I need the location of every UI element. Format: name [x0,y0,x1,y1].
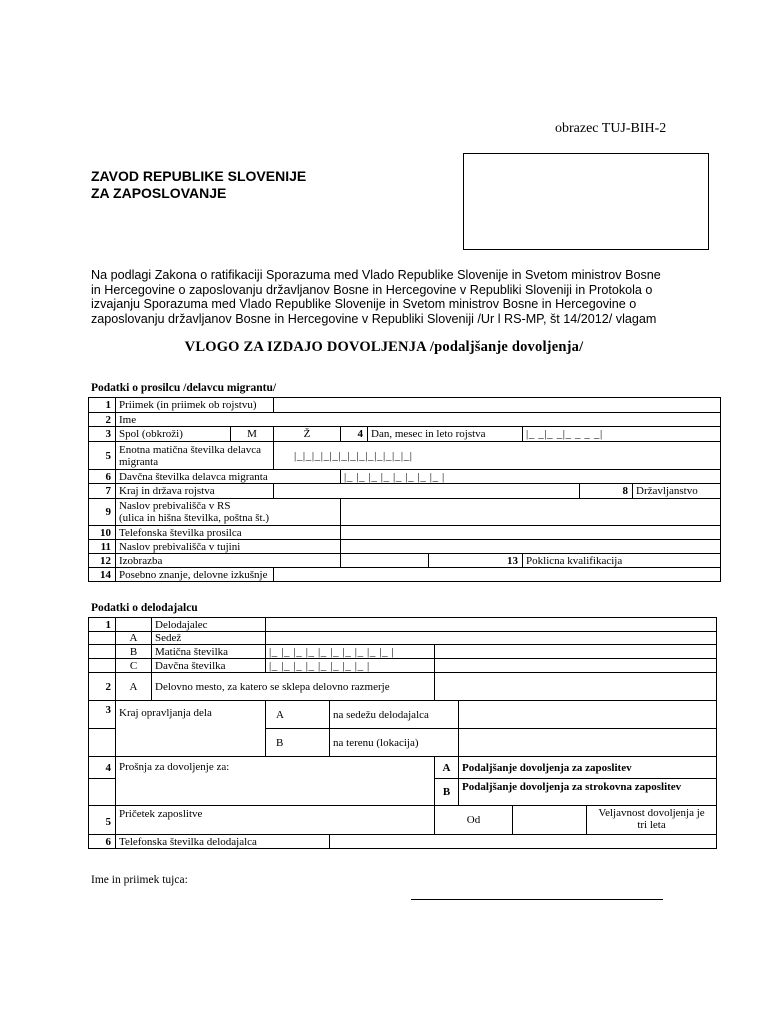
organization-name-line1: ZAVOD REPUBLIKE SLOVENIJE [91,168,307,184]
table-row [89,701,717,729]
signature-line[interactable] [411,899,663,900]
table-row [89,757,717,779]
table-row [89,835,717,849]
row-letter: A [116,673,152,701]
field-label: Delovno mesto, za katero se sklepa delovno razmerje [152,673,435,701]
start-date-field[interactable] [513,806,587,835]
field-label: Izobrazba [116,554,341,568]
empty-cell [116,618,152,632]
empty-cell [435,645,717,659]
row-number: 5 [89,806,116,835]
employer-id-field[interactable]: |_ |_ |_ |_ |_ |_ |_ |_ |_ |_ | [266,645,435,659]
empty-cell [435,659,717,673]
field-label: Delodajalec [152,618,266,632]
start-date-from-label: Od [435,806,513,835]
field-label: na terenu (lokacija) [330,729,459,757]
empty-cell [89,645,116,659]
employer-table [88,617,717,849]
empty-cell [89,632,116,645]
form-code: obrazec TUJ-BIH-2 [555,121,667,136]
row-number: 13 [429,554,523,568]
field-label: Posebno znanje, delovne izkušnje [116,568,274,582]
row-number: 1 [89,398,116,413]
row-letter: A [116,632,152,645]
row-number: 5 [89,442,116,470]
table-row [89,427,721,442]
row-number: 6 [89,835,116,849]
table-row [89,659,717,673]
row-number: 2 [89,413,116,427]
work-position-field[interactable] [435,673,717,701]
field-label: Dan, mesec in leto rojstva [368,427,523,442]
row-letter: C [116,659,152,673]
row-number: 1 [89,618,116,632]
stamp-box [463,153,709,250]
row-letter: B [266,729,330,757]
work-at-seat-field[interactable] [459,701,717,729]
education-field[interactable] [341,554,429,568]
table-row [89,398,721,413]
intro-paragraph [91,268,691,326]
table-row [89,554,721,568]
field-label: Matična številka [152,645,266,659]
address-rs-field[interactable] [341,499,721,526]
field-label: Priimek (in priimek ob rojstvu) [116,398,274,413]
birthplace-field[interactable] [274,484,580,499]
row-number: 7 [89,484,116,499]
gender-option-m[interactable]: M [231,427,274,442]
option-letter[interactable]: B [435,779,459,806]
table-row [89,442,721,470]
field-label: Telefonska številka prosilca [116,526,341,540]
intro-line: zaposlovanju državljanov Bosne in Hercegovine v Republiki Sloveniji /Ur l RS-MP, št 14/2012/ vlagam [91,311,657,326]
field-label: Državljanstvo [633,484,721,499]
table-row [89,806,717,835]
validity-note-line: Veljavnost dovoljenja je [598,807,705,819]
intro-line: izvajanju Sporazuma med Vlado Republike Slovenije in Svetom ministrov Bosne in Hercegovine o [91,297,637,312]
option-letter[interactable]: A [435,757,459,779]
row-number: 2 [89,673,116,701]
special-skills-field[interactable] [274,568,721,582]
row-number: 10 [89,526,116,540]
empty-cell [89,779,116,806]
organization-name [91,168,306,202]
field-label: Spol (obkroži) [116,427,231,442]
field-label: Pričetek zaposlitve [116,806,435,835]
row-number: 11 [89,540,116,554]
table-row [89,632,717,645]
field-label: Davčna številka [152,659,266,673]
applicant-phone-field[interactable] [341,526,721,540]
row-number: 14 [89,568,116,582]
row-number: 3 [89,427,116,442]
field-label: Davčna številka delavca migranta [116,470,341,484]
alien-name-label: Ime in priimek tujca: [91,874,188,886]
organization-name-line2: ZA ZAPOSLOVANJE [91,185,227,201]
empty-cell [89,729,116,757]
validity-note [587,806,717,835]
field-label [116,499,341,526]
empty-cell [89,659,116,673]
option-extend-professional[interactable]: Podaljšanje dovoljenja za strokovna zaposlitev [459,779,717,806]
table-row [89,673,717,701]
row-number: 6 [89,470,116,484]
field-label: Telefonska številka delodajalca [116,835,330,849]
field-label: Naslov prebivališča v tujini [116,540,341,554]
employer-seat-field[interactable] [266,632,717,645]
tax-number-field[interactable]: |_ |_ |_ |_ |_ |_ |_ |_ | [341,470,721,484]
field-label [116,442,274,470]
field-label: Ime [119,413,137,426]
option-extend-employment[interactable]: Podaljšanje dovoljenja za zaposlitev [459,757,717,779]
table-row [89,526,721,540]
birth-date-field[interactable]: |_ _|_ _|_ _ _ _| [523,427,721,442]
table-row [89,645,717,659]
field-label: Sedež [152,632,266,645]
table-row [89,540,721,554]
gender-option-z[interactable]: Ž [274,427,341,442]
section-applicant-title: Podatki o prosilcu /delavcu migrantu/ [91,382,277,394]
employer-tax-field[interactable]: |_ |_ |_ |_ |_ |_ |_ |_ | [266,659,435,673]
field-label: Poklicna kvalifikacija [526,554,623,567]
table-row [89,413,721,427]
row-number: 3 [89,701,116,729]
employer-name-field[interactable] [266,618,717,632]
applicant-table [88,397,721,582]
address-abroad-field[interactable] [341,540,721,554]
field-label: Kraj in država rojstva [116,484,274,499]
row-number: 4 [89,757,116,779]
field-label: Prošnja za dovoljenje za: [116,757,435,806]
table-row [89,470,721,484]
row-letter: A [266,701,330,729]
emso-field[interactable]: |_|_|_|_|_|_|_|_|_|_|_|_|_| [274,442,721,470]
row-number: 4 [341,427,368,442]
work-on-site-field[interactable] [459,729,717,757]
field-label: na sedežu delodajalca [330,701,459,729]
field-label: Kraj opravljanja dela [116,701,266,757]
intro-line: in Hercegovine o zaposlovanju državljanov Bosne in Hercegovine v Republiki Sloveniji in Protokola o [91,282,653,297]
employer-phone-field[interactable] [330,835,717,849]
row-number: 9 [89,499,116,526]
row-letter: B [116,645,152,659]
row-number: 12 [89,554,116,568]
qualification-field[interactable] [523,554,721,568]
table-row [89,618,717,632]
section-employer-title: Podatki o delodajalcu [91,602,198,614]
field-label-line: Enotna matična številka delavca [119,443,262,456]
intro-line: Na podlagi Zakona o ratifikaciji Sporazuma med Vlado Republike Slovenije in Svetom ministrov Bosne [91,268,661,282]
surname-field[interactable] [274,398,721,413]
row-number: 8 [580,484,633,499]
table-row [89,499,721,526]
field-label-line: Naslov prebivališča v RS [119,500,231,512]
name-field[interactable] [116,413,721,427]
table-row [89,484,721,499]
field-label-line: (ulica in hišna številka, poštna št.) [119,512,269,524]
table-row [89,568,721,582]
document-title: VLOGO ZA IZDAJO DOVOLJENJA /podaljšanje dovoljenja/ [184,339,584,355]
field-label-line: migranta [119,455,159,468]
validity-note-line: tri leta [637,819,666,831]
